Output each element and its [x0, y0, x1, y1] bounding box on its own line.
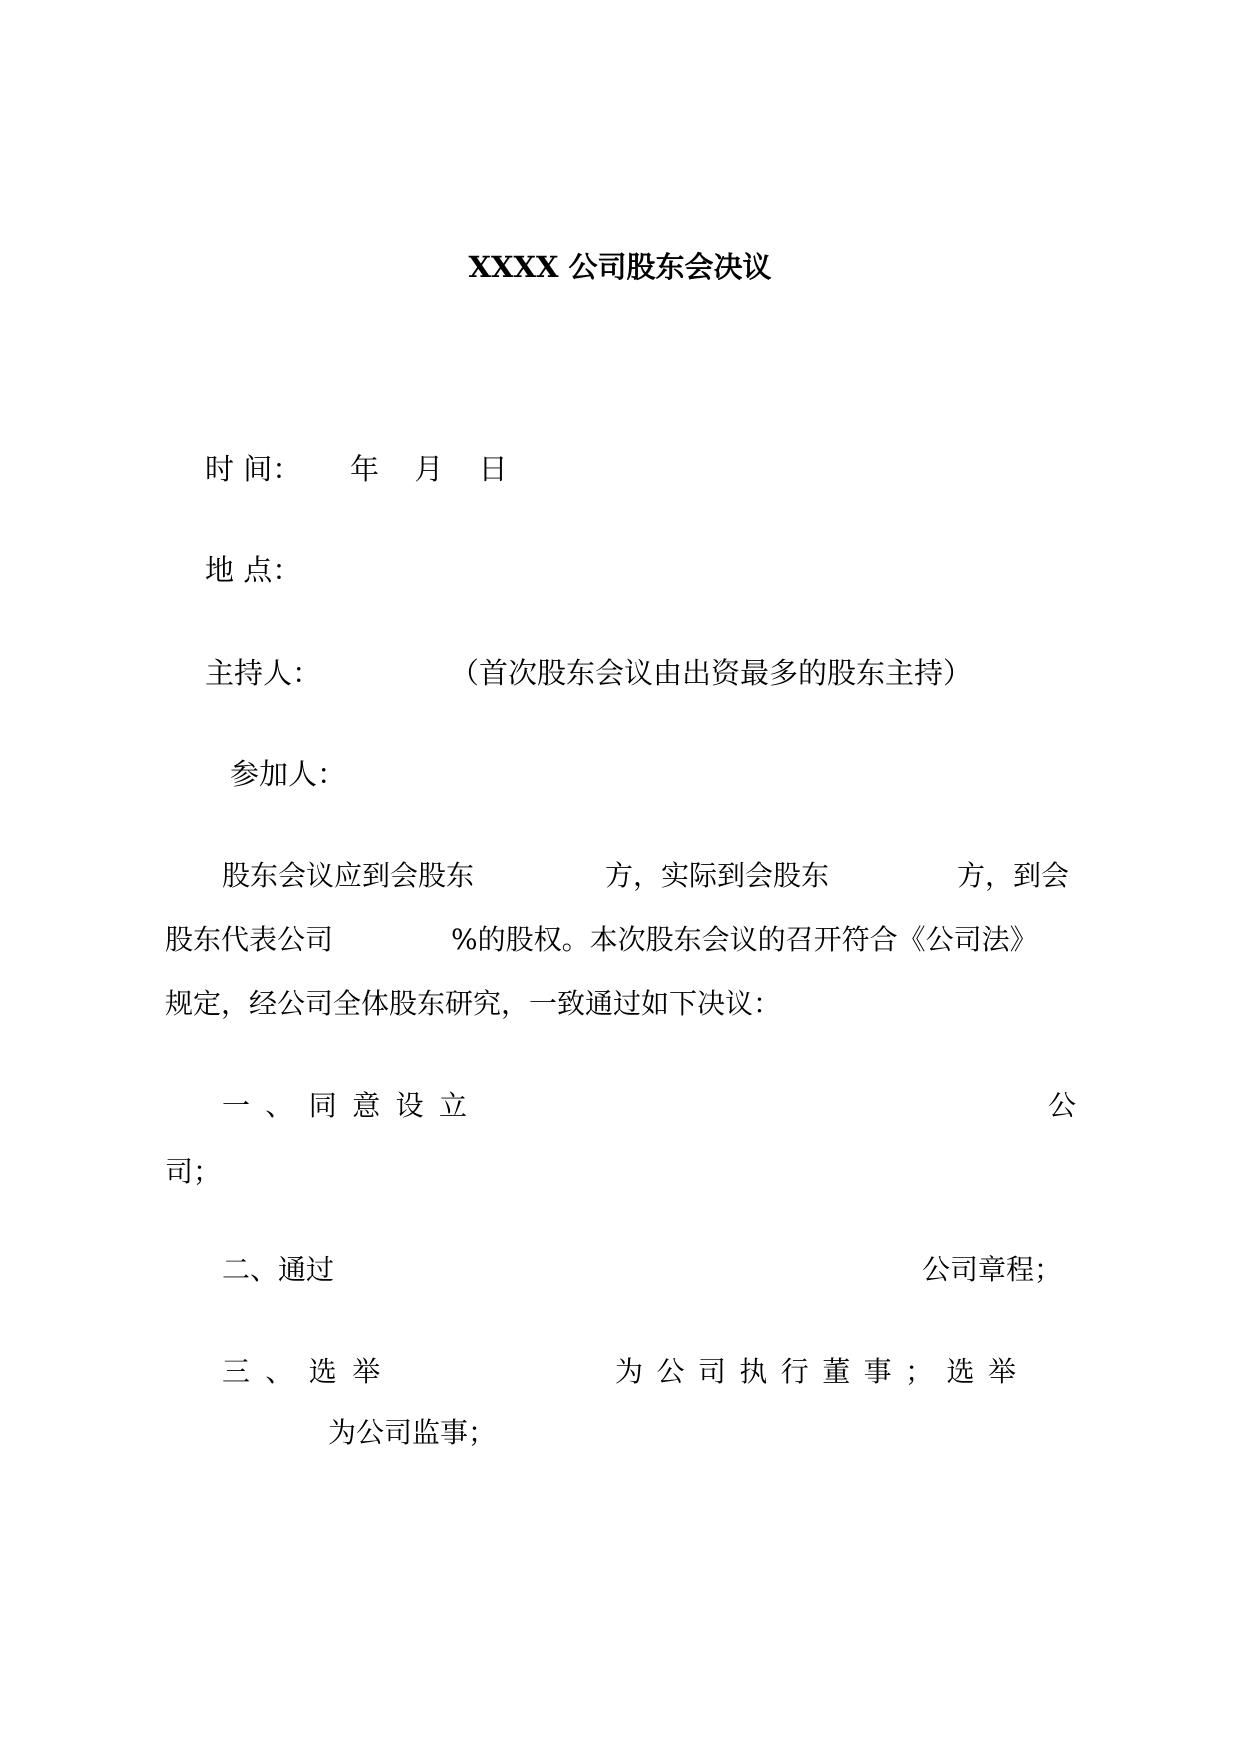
host-label: 主持人：: [205, 656, 322, 690]
time-value: 年 月 日: [350, 452, 521, 486]
resolution-3-text-a: 三、选举: [222, 1355, 396, 1388]
attendees-label: 参加人：: [230, 757, 347, 791]
paragraph-line2-b: %的股权。本次股东会议的召开符合《公司法》: [451, 923, 1038, 956]
resolution-3-text-b: 为公司执行董事；选举: [615, 1355, 1030, 1388]
resolution-1-continuation: 司；: [165, 1155, 222, 1188]
resolution-2-text: 二、通过: [222, 1253, 335, 1286]
paragraph-line1-a: 股东会议应到会股东: [222, 859, 475, 892]
resolution-1-end: 公: [1048, 1089, 1077, 1122]
place-label: 地 点：: [205, 553, 302, 587]
paragraph-line3: 规定，经公司全体股东研究，一致通过如下决议：: [165, 987, 782, 1020]
resolution-3-continuation: 为公司监事；: [328, 1416, 497, 1449]
paragraph-line1-c: 方，到会: [957, 859, 1070, 892]
resolution-2-end: 公司章程；: [922, 1253, 1063, 1286]
paragraph-line2-a: 股东代表公司: [165, 923, 334, 956]
host-note: （首次股东会议由出资最多的股东主持）: [450, 656, 973, 690]
resolution-1-text: 一、同意设立: [222, 1089, 483, 1122]
document-title: XXXX 公司股东会决议: [468, 250, 772, 284]
time-label: 时 间：: [205, 452, 302, 486]
paragraph-line1-b: 方，实际到会股东: [605, 859, 830, 892]
